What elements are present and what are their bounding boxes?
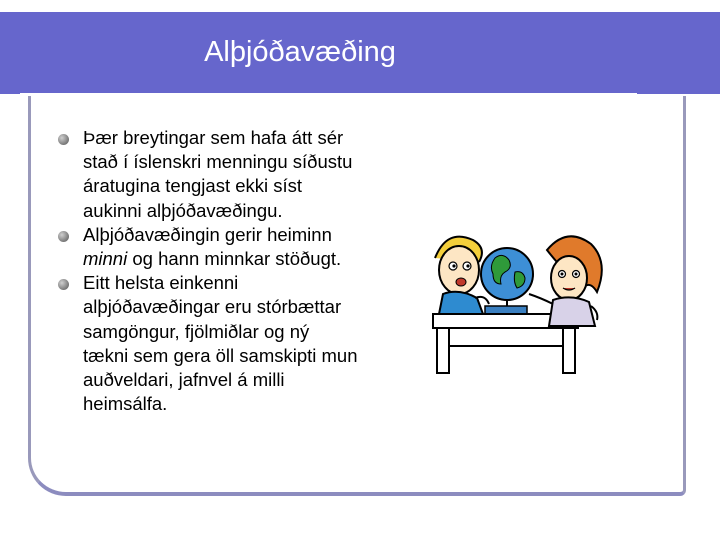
bullet-dot-icon <box>58 134 69 145</box>
bullet-item <box>58 223 358 271</box>
bullet-text-before: Alþjóðavæðingin gerir heiminn <box>83 223 332 245</box>
girl-icon <box>529 236 602 326</box>
slide-title: Alþjóðavæðing <box>204 36 396 68</box>
bullet-item <box>58 126 358 223</box>
globe-icon <box>481 248 533 314</box>
bullet-list <box>58 126 358 416</box>
bullet-text: Eitt helsta einkenni alþjóðavæðingar eru stórbættar samgöngur, fjölmiðlar og ný tækni sem gera öll samskipti mun auðveldari, jafnvel á milli heimsálfa. <box>83 272 358 415</box>
bullet-text-after: og hann minnkar stöðugt. <box>127 248 342 270</box>
bullet-dot-icon <box>58 231 69 242</box>
kids-with-globe-illustration <box>425 228 610 376</box>
bullet-dot-icon <box>58 279 69 290</box>
bullet-emphasis: minni <box>83 248 128 270</box>
bullet-item <box>58 271 358 416</box>
bullet-text: Þær breytingar sem hafa átt sér stað í íslenskri menningu síðustu áratugina tengjast ekki síst aukinni alþjóðavæðingu. <box>83 127 353 221</box>
